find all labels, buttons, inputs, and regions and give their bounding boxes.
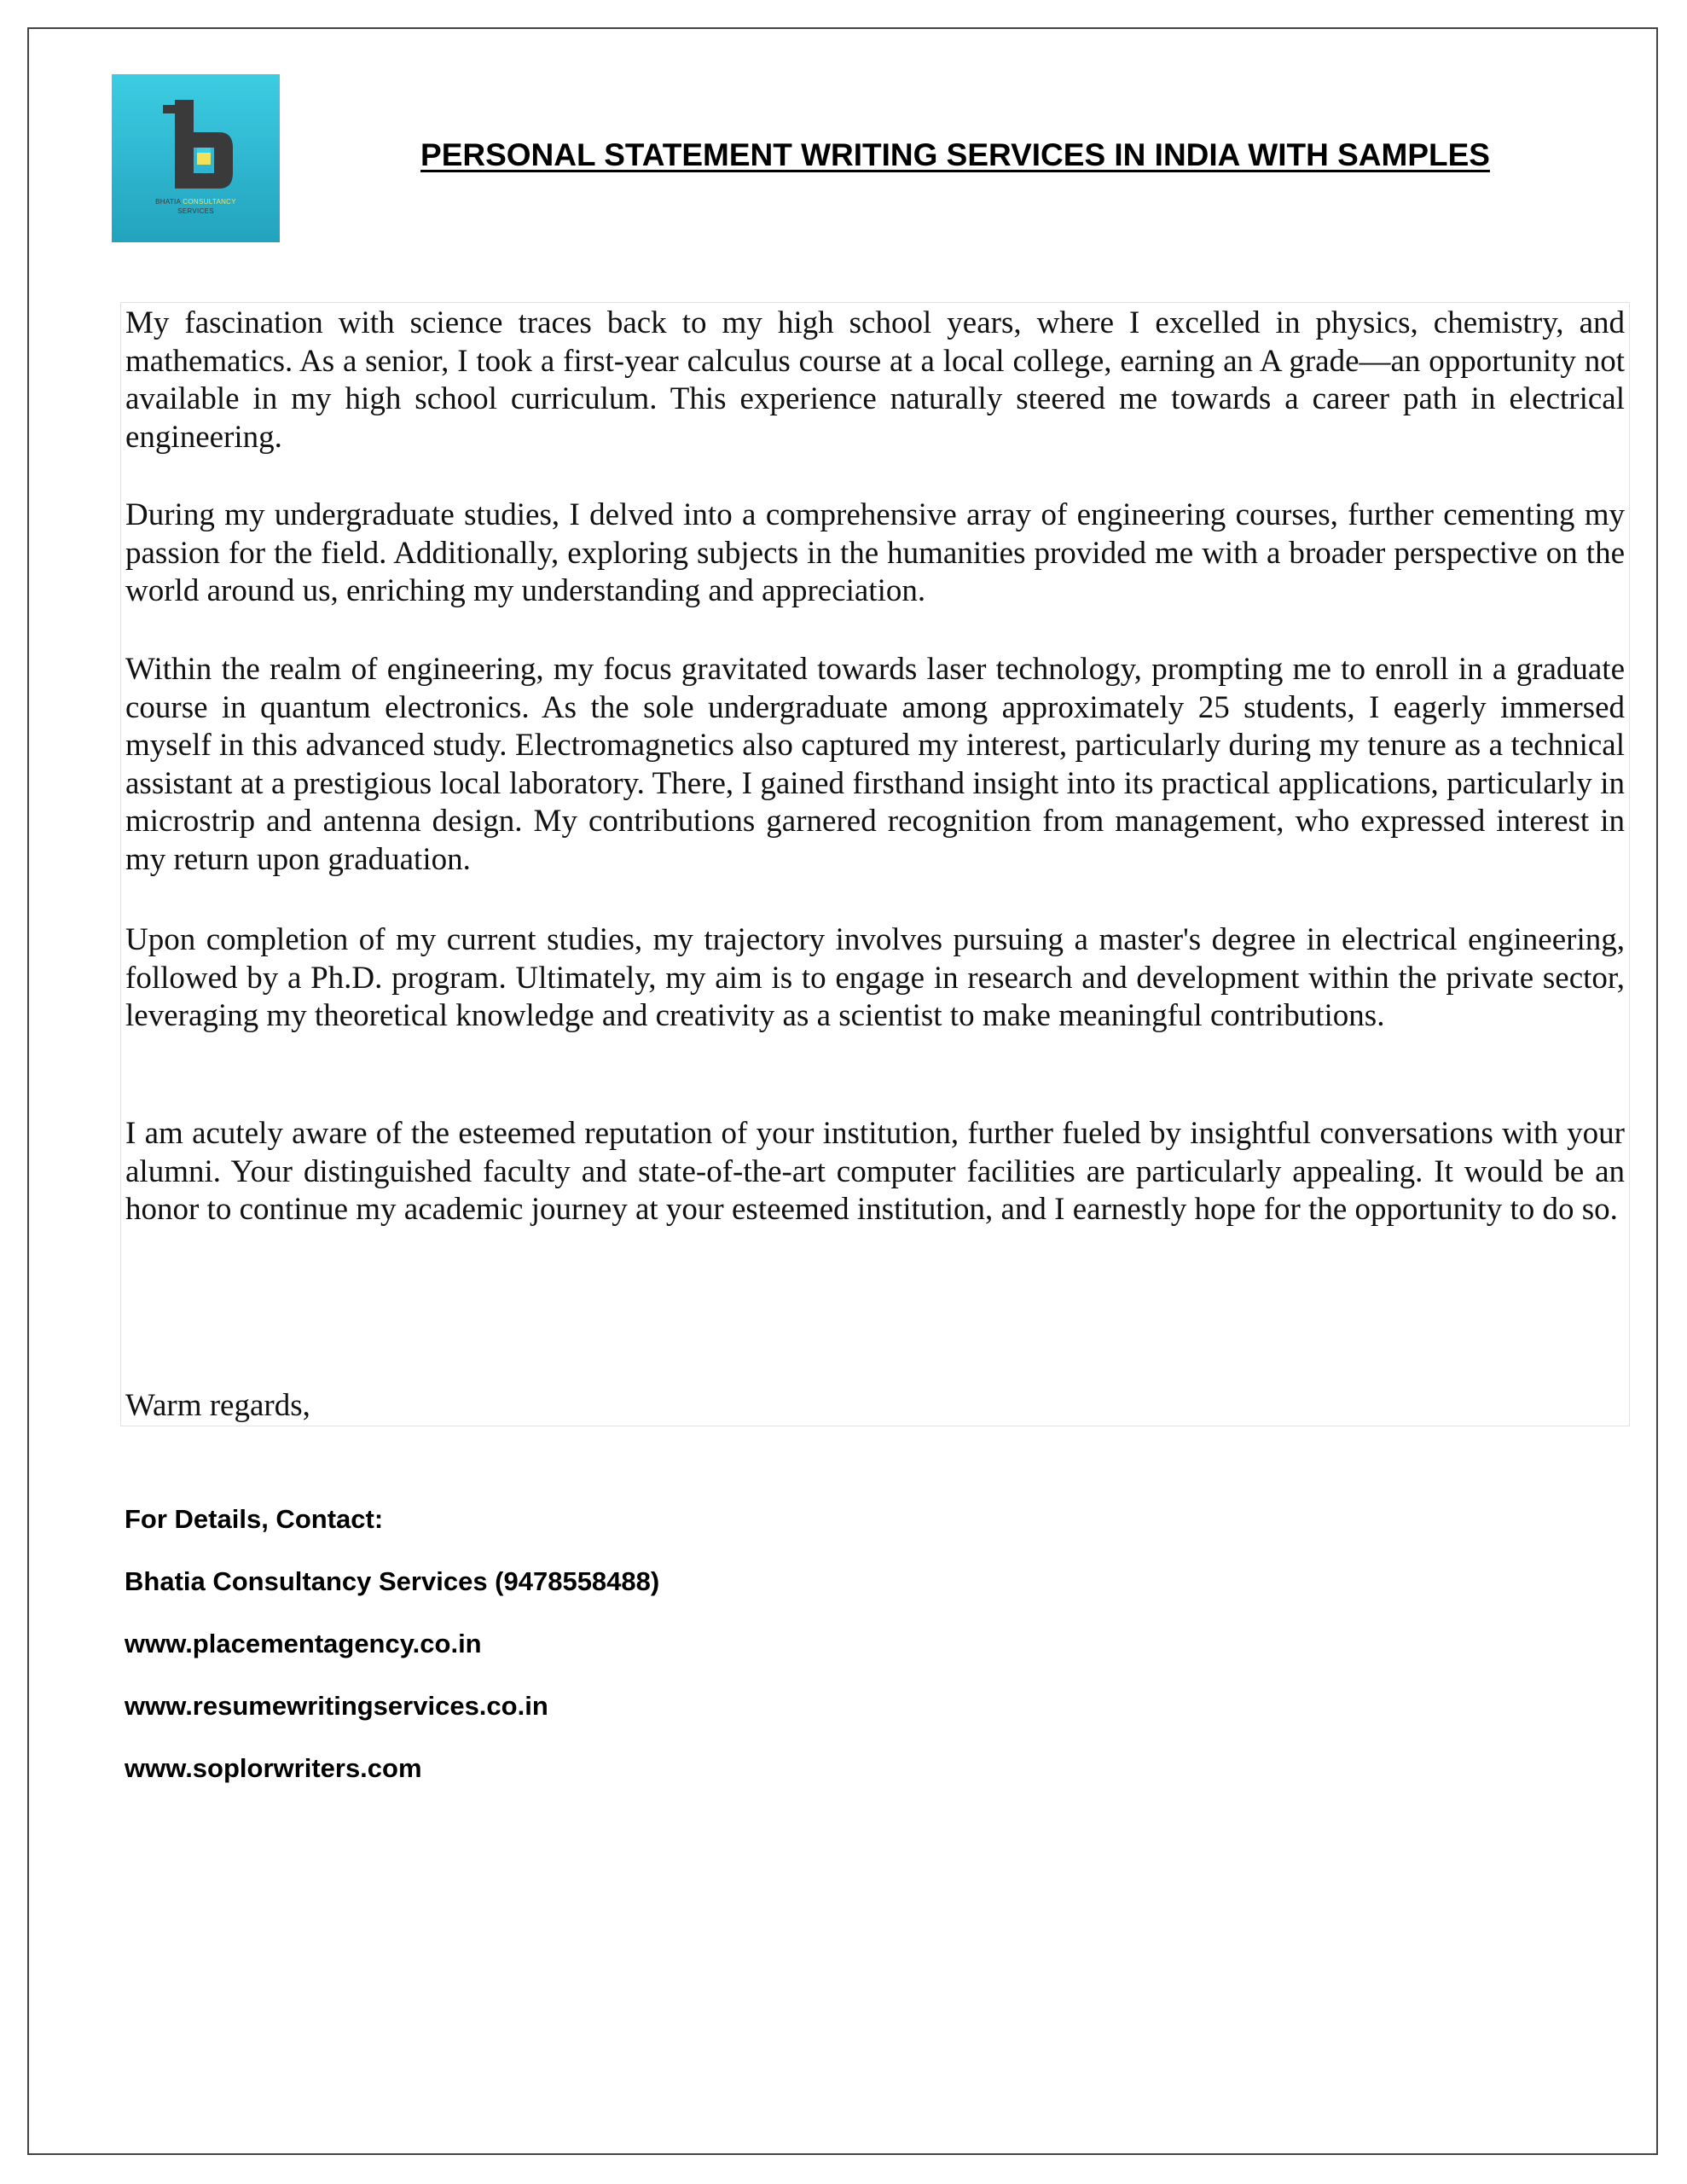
contact-link-resumewritingservices[interactable]: www.resumewritingservices.co.in: [125, 1691, 548, 1721]
contact-company: Bhatia Consultancy Services (9478558488): [125, 1566, 660, 1596]
paragraph-5: I am acutely aware of the esteemed reputation of your institution, further fueled by insightful conversations with your alumni. Your distinguished faculty and state-of-the-art computer facilities are particularly appealing. It would be an honor to continue my academic journey at your esteemed institution, and I earnestly hope for the opportunity to do so.: [125, 1116, 1625, 1227]
page-title: PERSONAL STATEMENT WRITING SERVICES IN INDIA WITH SAMPLES: [420, 137, 1490, 172]
contact-link-soplorwriters[interactable]: www.soplorwriters.com: [125, 1753, 422, 1783]
paragraph-2: During my undergraduate studies, I delved into a comprehensive array of engineering courses, further cementing my passion for the field. Additionally, exploring subjects in the humanities provided me with a broader perspective on the world around us, enriching my understanding and appreciation.: [125, 497, 1625, 608]
logo-b-mark-icon: [159, 100, 236, 194]
contact-link-placementagency[interactable]: www.placementagency.co.in: [125, 1629, 482, 1658]
paragraph-1: My fascination with science traces back to my high school years, where I excelled in physics, chemistry, and mathematics. As a senior, I took a first-year calculus course at a local college, earning an A grade—an opportunity not available in my high school curriculum. This experience naturally steered me towards a career path in electrical engineering.: [125, 305, 1625, 455]
contact-heading: For Details, Contact:: [125, 1504, 384, 1534]
closing-salutation: Warm regards,: [125, 1388, 310, 1423]
company-logo: [112, 74, 280, 242]
logo-company-line2: SERVICES: [177, 207, 214, 215]
statement-body: [120, 302, 1630, 1426]
paragraph-4: Upon completion of my current studies, my trajectory involves pursuing a master's degree in electrical engineering, followed by a Ph.D. program. Ultimately, my aim is to engage in research and development within the private sector, leveraging my theoretical knowledge and creativity as a scientist to make meaningful contributions.: [125, 922, 1625, 1033]
logo-company-line1: BHATIA CONSULTANCY: [155, 198, 236, 206]
paragraph-3: Within the realm of engineering, my focus gravitated towards laser technology, prompting me to enroll in a graduate course in quantum electronics. As the sole undergraduate among approximately 25 students, I eagerly immersed myself in this advanced study. Electromagnetics also captured my interest, particularly during my tenure as a technical assistant at a prestigious local laboratory. There, I gained firsthand insight into its practical applications, particularly in microstrip and antenna design. My contributions garnered recognition from management, who expressed interest in my return upon graduation.: [125, 652, 1625, 877]
